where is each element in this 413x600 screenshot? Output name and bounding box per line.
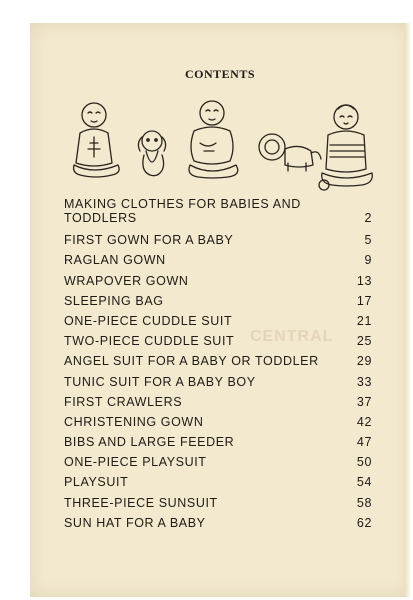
toc-entry [64, 429, 372, 449]
toc-entry-page: 62 [356, 515, 372, 530]
toc-entry [64, 227, 372, 247]
toc-entry [64, 469, 372, 489]
toc-entry-title: PLAYSUIT [64, 475, 129, 490]
toc-entry-page: 47 [356, 435, 372, 450]
toc-entry-title: WRAPOVER GOWN [64, 273, 189, 288]
toc-entry-title: SLEEPING BAG [64, 293, 164, 308]
toc-entry-title: ANGEL SUIT FOR A BABY OR TODDLER [64, 354, 319, 369]
book-page [30, 23, 410, 597]
lion-toy-drawing [259, 134, 321, 171]
seated-baby-drawing [319, 105, 372, 190]
watermark: CENTRAL [250, 328, 334, 345]
toc-entry [64, 328, 372, 348]
toc-entry-title: THREE-PIECE SUNSUIT [64, 495, 218, 510]
toc-entry-page: 21 [356, 313, 372, 328]
toddler-drawing [189, 101, 238, 178]
toc-entry [64, 197, 372, 227]
toc-entry-page: 25 [356, 334, 372, 349]
toc-entry-page: 9 [364, 253, 372, 268]
toc-entry-page: 2 [364, 211, 372, 225]
toc-entry [64, 510, 372, 530]
toc-entry-page: 50 [356, 455, 372, 470]
toc-entry-title: ONE-PIECE CUDDLE SUIT [64, 313, 233, 328]
toc-entry-page: 13 [356, 273, 372, 288]
toc-entry-title: SUN HAT FOR A BABY [64, 515, 206, 530]
toc-entry-page: 17 [356, 293, 372, 308]
toc-entry [64, 308, 372, 328]
toc-entry-title: BIBS AND LARGE FEEDER [64, 435, 235, 450]
toc-entry-page: 42 [356, 414, 372, 429]
puppy-toy-drawing [138, 131, 165, 176]
page-title: CONTENTS [184, 67, 256, 81]
table-of-contents [64, 197, 372, 530]
toc-entry [64, 489, 372, 509]
toc-entry-title: ONE-PIECE PLAYSUIT [64, 455, 207, 470]
sitting-baby-drawing [74, 103, 120, 177]
toc-entry [64, 267, 372, 287]
toc-entry [64, 368, 372, 388]
toc-entry-page: 58 [356, 495, 372, 510]
toc-entry [64, 409, 372, 429]
toc-entry [64, 247, 372, 267]
toc-entry-title: FIRST CRAWLERS [64, 394, 183, 409]
toc-entry-page: 54 [356, 475, 372, 490]
toc-entry-title: MAKING CLOTHES FOR BABIES AND TODDLERS [64, 197, 301, 225]
toc-entry-title: RAGLAN GOWN [64, 253, 166, 268]
toc-entry [64, 288, 372, 308]
illustration-babies-and-toys [66, 93, 376, 205]
toc-entry-title: TUNIC SUIT FOR A BABY BOY [64, 374, 256, 389]
toc-entry-page: 33 [356, 374, 372, 389]
toc-entry [64, 389, 372, 409]
toc-entry [64, 449, 372, 469]
toc-entry-page: 29 [356, 354, 372, 369]
toc-entry-page: 5 [364, 233, 372, 248]
toc-entry-page: 37 [356, 394, 372, 409]
toc-entry-title: CHRISTENING GOWN [64, 414, 204, 429]
toc-entry-title: FIRST GOWN FOR A BABY [64, 233, 234, 248]
page-edge [404, 23, 410, 597]
toc-entry-title: TWO-PIECE CUDDLE SUIT [64, 334, 235, 349]
toc-entry [64, 348, 372, 368]
